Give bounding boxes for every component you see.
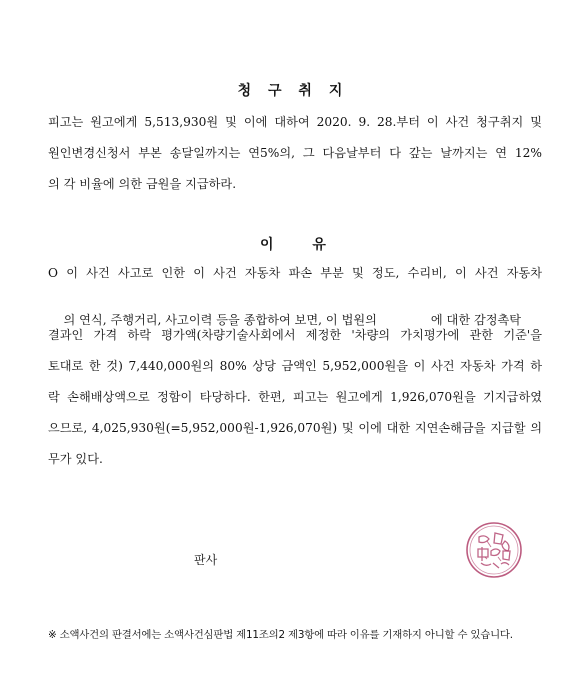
footnote: ※ 소액사건의 판결서에는 소액사건심판법 제11조의2 제3항에 따라 이유를 기재하지 아니할 수 있습니다. bbox=[48, 629, 513, 641]
claim-line-2: 원인변경신청서 부본 송달일까지는 연5%의, 그 다음날부터 다 갚는 날까지는 연 12% bbox=[48, 146, 542, 160]
reason-line-4: 토대로 한 것) 7,440,000원의 80% 상당 금액인 5,952,000원을 이 사건 자동차 가격 하 bbox=[48, 359, 542, 373]
claim-line-1: 피고는 원고에게 5,513,930원 및 이에 대하여 2020. 9. 28.부터 이 사건 청구취지 및 bbox=[48, 115, 542, 129]
reason-line-6: 으므로, 4,025,930원(=5,952,000원-1,926,070원) 및 이에 대한 지연손해금을 지급할 의 bbox=[48, 421, 542, 435]
claim-line-3: 의 각 비율에 의한 금원을 지급하라. bbox=[48, 177, 237, 191]
reason-line-5: 락 손해배상액으로 정함이 타당하다. 한편, 피고는 원고에게 1,926,070원을 기지급하였 bbox=[48, 390, 542, 404]
claim-heading: 청 구 취 지 bbox=[237, 83, 349, 99]
reason-line-3: 결과인 가격 하락 평가액(차량기술사회에서 제정한 '차량의 가치평가에 관한 기준'을 bbox=[48, 328, 542, 342]
reason-heading: 이 유 bbox=[260, 237, 326, 253]
reason-line-7: 무가 있다. bbox=[48, 452, 103, 466]
court-seal-icon bbox=[465, 521, 523, 579]
judge-title: 판사 bbox=[194, 553, 218, 567]
reason-line-1: O 이 사건 사고로 인한 이 사건 자동차 파손 부분 및 정도, 수리비, 이 사건 자동차 bbox=[48, 266, 542, 280]
reason-line-2-text: 의 연식, 주행거리, 사고이력 등을 종합하여 보면, 이 법원의 에 대한 감정촉탁 bbox=[63, 313, 522, 327]
